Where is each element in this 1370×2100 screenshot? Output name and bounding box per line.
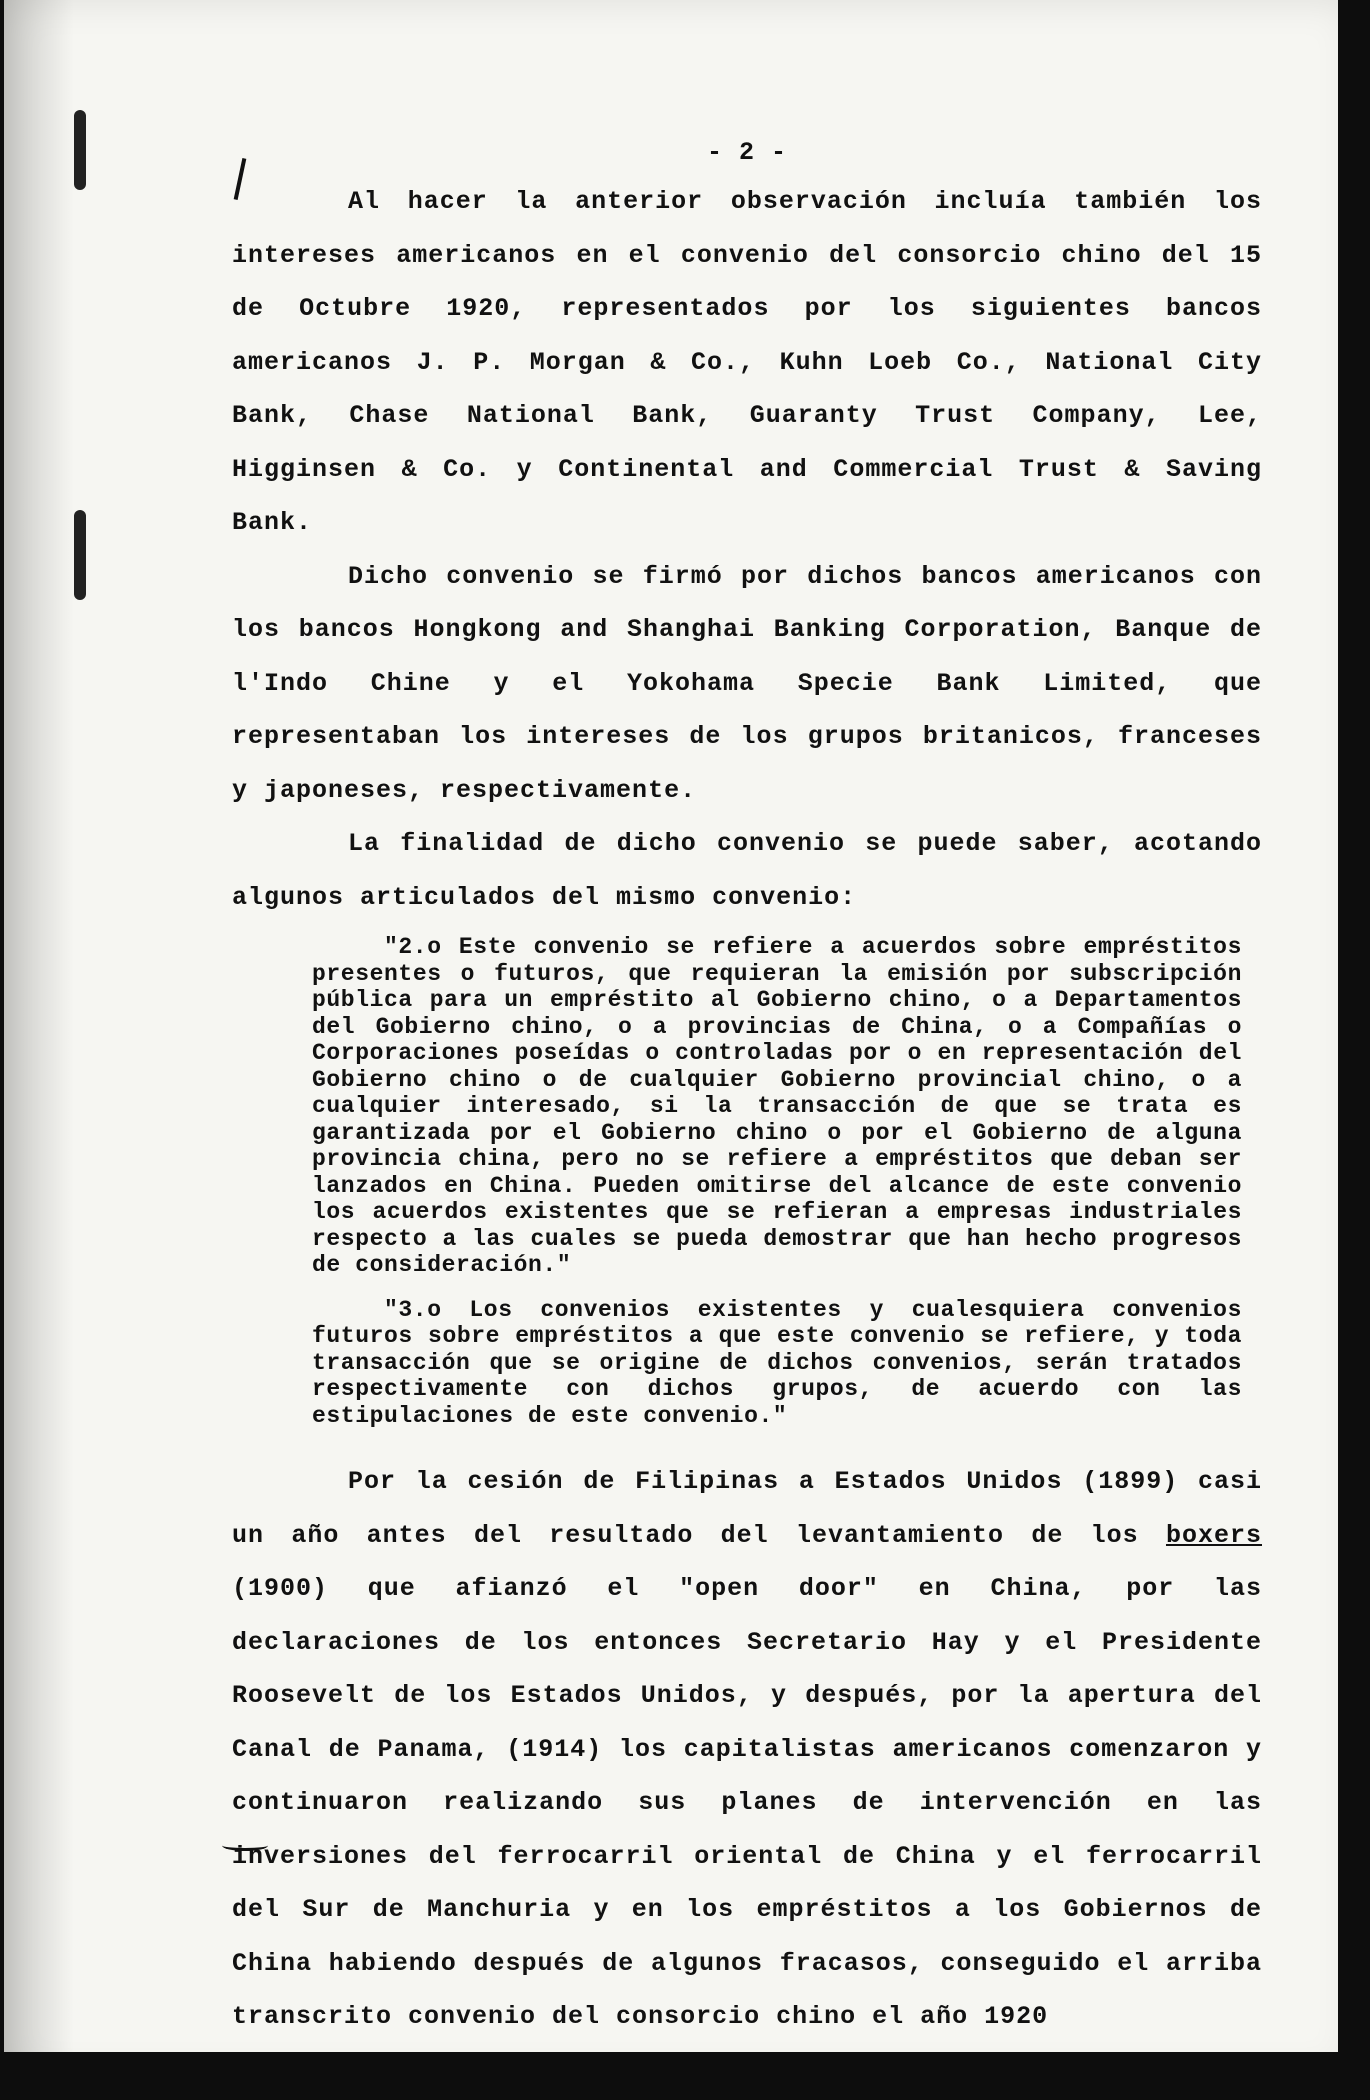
page-edge-shadow	[4, 0, 74, 2076]
scan-border-right	[1338, 0, 1354, 2076]
paragraph-4	[232, 1455, 1262, 2044]
paragraph-4-start: Por la cesión de Filipinas a Estados Unidos (1899) casi un año antes del resultado del levantamiento de los	[232, 1467, 1262, 1550]
underlined-word: boxers	[1165, 1520, 1262, 1550]
page-number: - 2 -	[706, 138, 787, 167]
binding-hole-mark	[74, 110, 86, 190]
paragraph-4-end: (1900) que afianzó el "open door" en China, por las declaraciones de los entonces Secretario Hay y el Presidente Roosevelt de los Estados Unidos, y después, por la apertura del Canal de Panama, (1914) los capitalistas americanos comenzaron y continuaron realizando sus planes de intervención en las inversiones del ferrocarril oriental de China y el ferrocarril del Sur de Manchuria y en los empréstitos a los Gobiernos de China habiendo después de algunos fracasos, conseguido el arriba transcrito convenio del consorcio chino el año 1920	[232, 1574, 1262, 2031]
document-page	[4, 0, 1354, 2076]
paragraph-1: Al hacer la anterior observación incluía también los intereses americanos en el convenio del consorcio chino del 15 de Octubre 1920, representados por los siguientes bancos americanos J. P. Morgan & Co., Kuhn Loeb Co., National City Bank, Chase National Bank, Guaranty Trust Company, Lee, Higginsen & Co. y Continental and Commercial Trust & Saving Bank.	[232, 187, 1262, 537]
paragraph-2: Dicho convenio se firmó por dichos bancos americanos con los bancos Hongkong and Shanghai Banking Corporation, Banque de l'Indo Chine y el Yokohama Specie Bank Limited, que representaban los intereses de los grupos britanicos, franceses y japoneses, respectivamente.	[232, 561, 1262, 805]
paragraph-3: La finalidad de dicho convenio se puede saber, acotando algunos articulados del mismo convenio:	[232, 829, 1262, 912]
scan-border-bottom	[4, 2052, 1354, 2076]
binding-hole-mark	[74, 510, 86, 600]
quoted-article-3: "3.o Los convenios existentes y cualesquiera convenios futuros sobre empréstitos a que este convenio se refiere, y toda transacción que se origine de dichos convenios, serán tratados respectivamente con dichos grupos, de acuerdo con las estipulaciones de este convenio."	[312, 1296, 1242, 1429]
typewritten-text	[232, 138, 1262, 2044]
quoted-article-2: "2.o Este convenio se refiere a acuerdos sobre empréstitos presentes o futuros, que requieran la emisión por subscripción pública para un empréstito al Gobierno chino, o a Departamentos del Gobierno chino, o a provincias de China, o a Compañías o Corporaciones poseídas o controladas por o en representación del Gobierno chino o de cualquier Gobierno provincial chino, o a cualquier interesado, si la transacción de que se trata es garantizada por el Gobierno chino o por el Gobierno de alguna provincia china, pero no se refiere a empréstitos que deban ser lanzados en China. Pueden omitirse del alcance de este convenio los acuerdos existentes que se refieran a empresas industriales respecto a las cuales se pueda demostrar que han hecho progresos de consideración."	[312, 934, 1242, 1278]
